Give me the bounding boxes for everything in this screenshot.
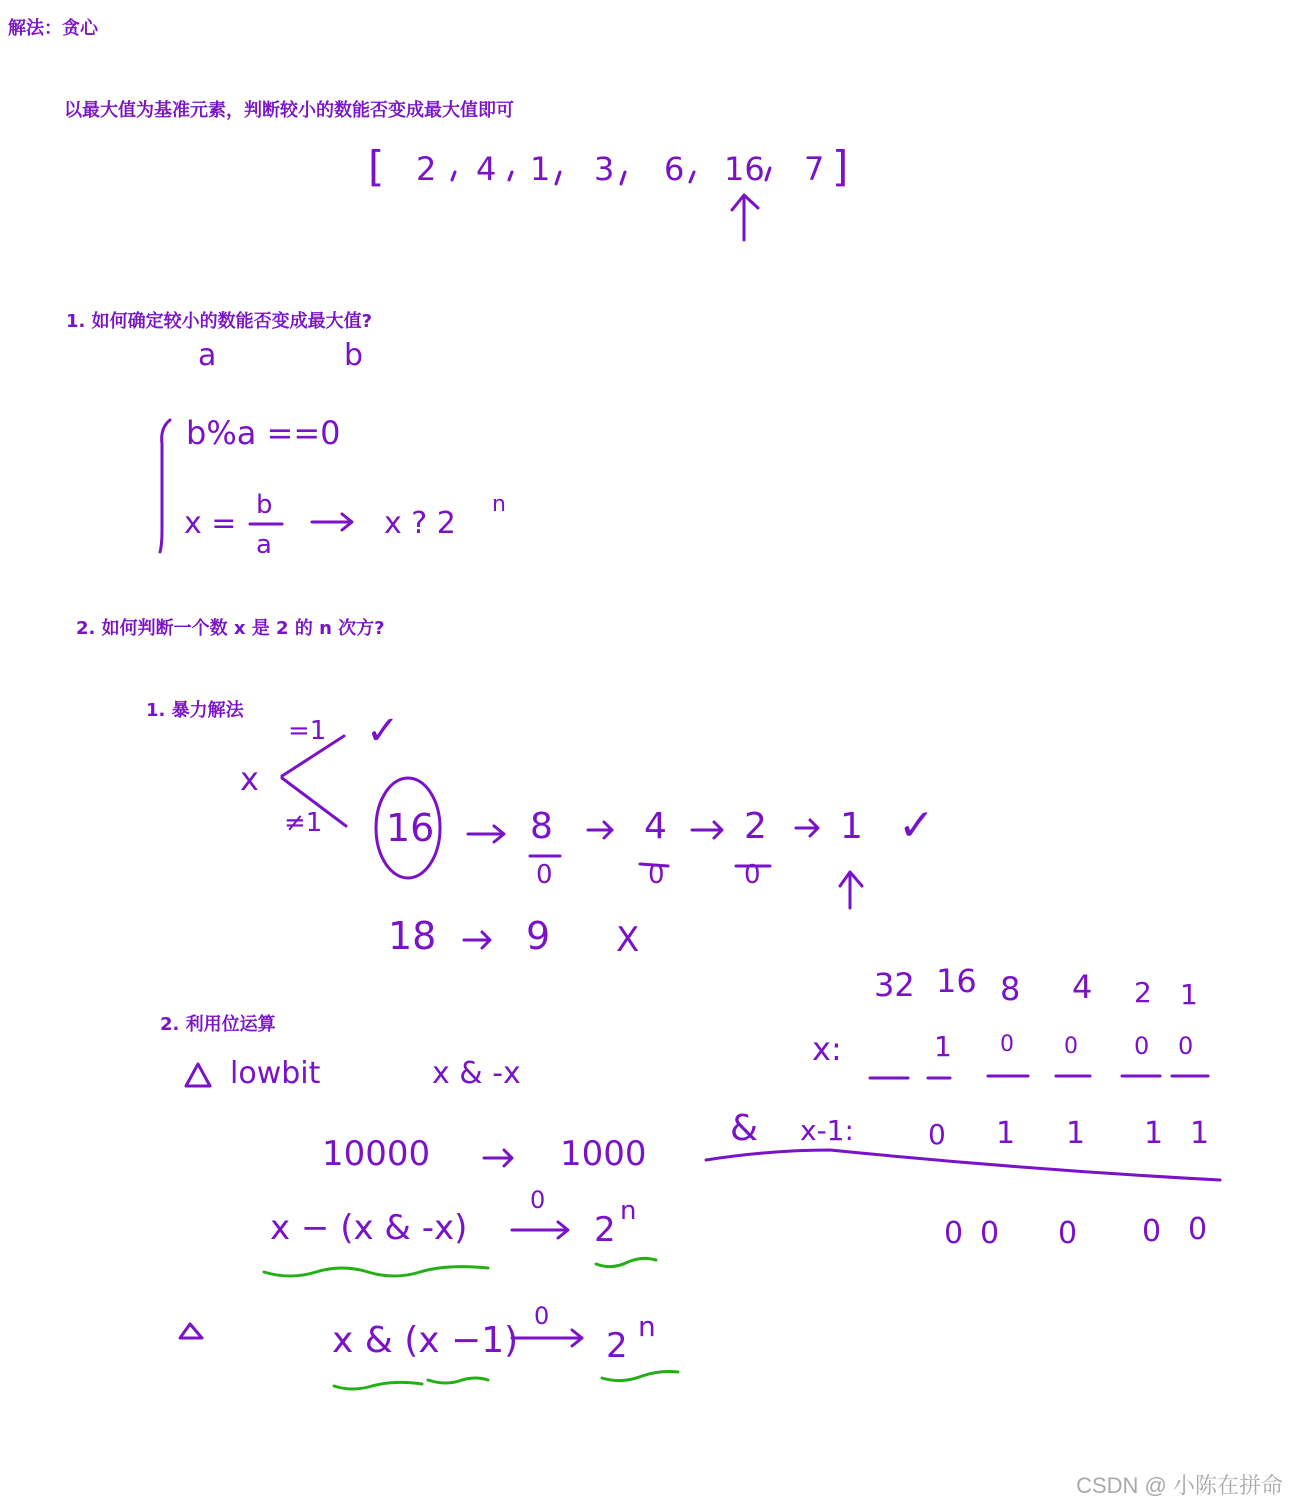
var-b: b: [344, 338, 364, 373]
chain-value: 1: [840, 806, 863, 847]
array-open-bracket: [: [368, 142, 385, 191]
lowbit-label: lowbit: [230, 1056, 321, 1091]
chain-arrow: [692, 822, 722, 838]
var-a: a: [198, 338, 217, 373]
remainder-value: 0: [536, 860, 553, 890]
bit-weight: 1: [1180, 978, 1198, 1011]
fraction-denominator: a: [256, 530, 272, 560]
result-bit: 0: [944, 1216, 964, 1251]
example-9: 9: [526, 914, 551, 958]
method-2-title: 2. 利用位运算: [160, 1014, 276, 1035]
question-2-title: 2. 如何判断一个数 x 是 2 的 n 次方?: [76, 618, 385, 639]
array-item: 16: [724, 150, 765, 188]
curly-brace: [160, 420, 170, 552]
result-bit: 0: [980, 1216, 1000, 1251]
check-mark: ✓: [366, 708, 400, 754]
remainder-value: 0: [648, 860, 665, 890]
formula-2-exponent: n: [638, 1310, 656, 1343]
lowbit-example-arrow: [484, 1150, 512, 1166]
branch-lower: [282, 778, 346, 826]
example-arrow: [464, 932, 490, 948]
array-close-bracket: ]: [832, 142, 849, 191]
condition-mod: b%a ==0: [186, 414, 341, 452]
green-underline: [602, 1372, 678, 1381]
watermark: CSDN @ 小陈在拼命: [1076, 1473, 1283, 1498]
chain-value: 8: [530, 806, 553, 847]
array-comma: [690, 172, 694, 182]
lowbit-example-from: 10000: [322, 1134, 431, 1174]
condition-ratio-rhs: x ? 2: [384, 506, 456, 541]
x-minus-1-bit: 1: [996, 1116, 1016, 1151]
end-check-mark: ✓: [898, 800, 935, 851]
lowbit-expression: x & -x: [432, 1056, 521, 1091]
array-item: 6: [664, 150, 685, 188]
table-sum-line: [706, 1150, 1220, 1180]
x-minus-1-bit: 1: [1066, 1116, 1086, 1151]
chain-value: 2: [744, 806, 767, 847]
x-minus-1-label: x-1:: [800, 1114, 854, 1147]
example-18: 18: [388, 914, 437, 958]
and-operator: &: [730, 1108, 759, 1149]
result-bit: 0: [1142, 1214, 1162, 1249]
x-minus-1-bit: 1: [1144, 1116, 1164, 1151]
x-bit: 0: [1064, 1034, 1078, 1059]
remainder-value: 0: [744, 860, 761, 890]
formula-1-over: 0: [530, 1186, 546, 1214]
condition-arrow: [312, 514, 352, 530]
end-arrow: [840, 872, 862, 908]
result-bit: 0: [1188, 1212, 1208, 1247]
array-comma: [509, 172, 512, 180]
page-heading: 解法：贪心: [8, 18, 98, 39]
circle-16: [376, 778, 440, 878]
array-comma: [556, 172, 560, 184]
green-underline: [334, 1382, 422, 1389]
chain-arrow: [588, 822, 612, 838]
formula-2-lhs: x & (x −1): [332, 1320, 519, 1361]
array-comma: [452, 172, 455, 180]
triangle-marker: [186, 1064, 210, 1086]
x-bit: 0: [1134, 1032, 1150, 1060]
formula-2-arrow: [512, 1330, 582, 1346]
branch-eq-1: =1: [288, 716, 327, 746]
exponent-n: n: [492, 492, 506, 517]
x-bit: 1: [934, 1030, 952, 1063]
chain-arrow: [468, 826, 504, 842]
array-comma: [621, 172, 625, 184]
fraction-numerator: b: [256, 490, 273, 520]
bit-weight: 8: [1000, 970, 1021, 1008]
green-underline: [264, 1267, 488, 1276]
branch-x: x: [240, 760, 259, 798]
formula-2-over: 0: [534, 1302, 550, 1330]
bit-weight: 2: [1134, 976, 1152, 1009]
intro-text: 以最大值为基准元素，判断较小的数能否变成最大值即可: [64, 100, 514, 121]
array-item: 2: [416, 150, 437, 188]
green-underline: [596, 1258, 656, 1266]
bit-weight: 16: [936, 962, 977, 1000]
branch-upper: [282, 736, 344, 776]
formula-1-rhs: 2: [594, 1210, 616, 1250]
x-bit: 0: [1178, 1032, 1194, 1060]
lowbit-example-to: 1000: [560, 1134, 647, 1174]
array-item: 4: [476, 150, 497, 188]
cross-mark: X: [616, 920, 640, 960]
chain-value: 4: [644, 806, 667, 847]
x-minus-1-bit: 1: [1190, 1116, 1210, 1151]
array-comma: [766, 168, 770, 180]
formula-2-rhs: 2: [606, 1326, 628, 1366]
branch-ne-1: ≠1: [284, 808, 323, 838]
formula-1-lhs: x − (x & -x): [270, 1208, 468, 1248]
chain-arrow: [796, 820, 818, 836]
remainder-bar: [640, 864, 668, 866]
green-underline: [428, 1378, 488, 1383]
bit-weight: 32: [874, 966, 915, 1004]
array-item: 7: [804, 150, 825, 188]
question-1-title: 1. 如何确定较小的数能否变成最大值?: [66, 311, 373, 332]
array-item: 3: [594, 150, 615, 188]
method-1-title: 1. 暴力解法: [146, 700, 244, 721]
condition-ratio-lhs: x =: [184, 506, 237, 541]
x-bit: 0: [1000, 1032, 1014, 1057]
array-item: 1: [530, 150, 551, 188]
formula-1-exponent: n: [620, 1196, 637, 1226]
triangle-marker: [180, 1324, 202, 1338]
x-row-label: x:: [812, 1030, 842, 1068]
chain-value: 16: [386, 806, 435, 850]
result-bit: 0: [1058, 1216, 1078, 1251]
bit-weight: 4: [1072, 968, 1093, 1006]
formula-1-arrow: [512, 1222, 568, 1238]
x-minus-1-bit: 0: [928, 1118, 946, 1151]
